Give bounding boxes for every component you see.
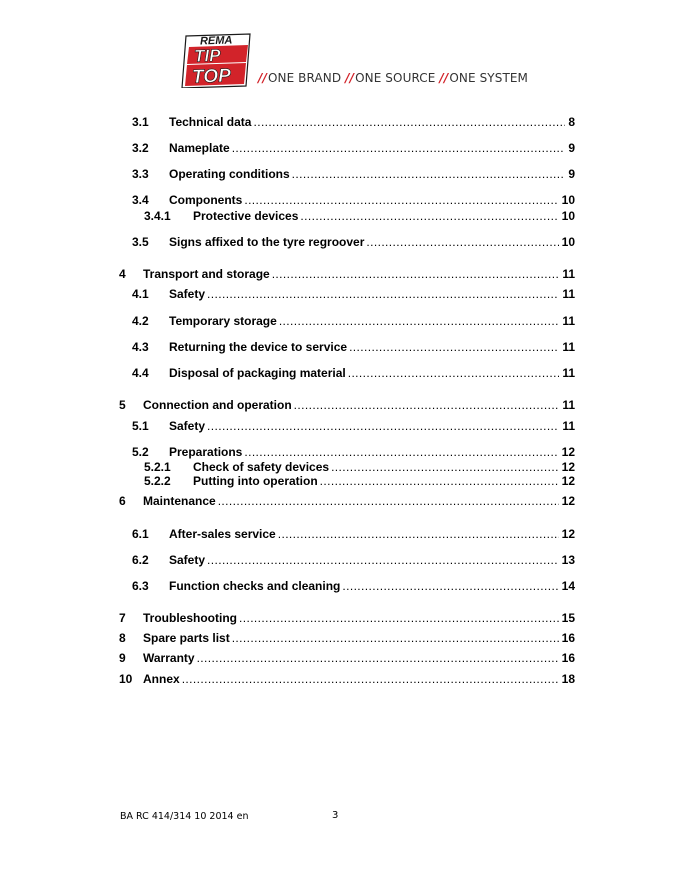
toc-entry-page: 12 (561, 474, 575, 488)
tagline-one-system: ONE SYSTEM (449, 71, 529, 85)
toc-entry-page: 12 (561, 445, 575, 459)
toc-entry-title: Putting into operation (193, 474, 318, 488)
toc-dot-leader (197, 651, 559, 665)
toc-entry-number: 5.2 (132, 445, 149, 459)
toc-entry[interactable] (144, 460, 575, 474)
tagline-one-brand: ONE BRAND (267, 71, 342, 85)
toc-entry-title: Function checks and cleaning (169, 579, 341, 593)
toc-entry[interactable] (132, 419, 575, 433)
logo-text-tip: TIP (193, 45, 221, 66)
toc-dot-leader (207, 287, 559, 301)
toc-entry-title: Operating conditions (169, 167, 290, 181)
toc-entry-number: 6.3 (132, 579, 149, 593)
toc-entry-title: Signs affixed to the tyre regroover (169, 235, 365, 249)
toc-dot-leader (232, 141, 566, 155)
toc-entry-title: After-sales service (169, 527, 276, 541)
toc-dot-leader (279, 314, 560, 328)
toc-entry[interactable] (144, 209, 575, 223)
toc-entry[interactable] (132, 445, 575, 459)
toc-dot-leader (207, 553, 559, 567)
toc-entry[interactable] (132, 527, 575, 541)
toc-entry-title: Protective devices (193, 209, 299, 223)
toc-entry-page: 11 (562, 398, 575, 412)
toc-dot-leader (348, 366, 560, 380)
toc-entry-page: 11 (562, 419, 575, 433)
toc-entry-number: 4.1 (132, 287, 149, 301)
tagline-separator: // (345, 71, 355, 85)
toc-entry[interactable] (119, 672, 575, 686)
toc-entry-page: 13 (561, 553, 575, 567)
toc-entry-number: 8 (119, 631, 126, 645)
toc-entry[interactable] (132, 193, 575, 207)
toc-dot-leader (253, 115, 565, 129)
toc-entry-page: 11 (562, 314, 575, 328)
toc-entry-number: 3.5 (132, 235, 149, 249)
toc-entry[interactable] (132, 167, 575, 181)
toc-entry-number: 4 (119, 267, 126, 281)
toc-entry[interactable] (132, 553, 575, 567)
toc-entry-number: 10 (119, 672, 133, 686)
toc-entry-page: 16 (561, 631, 575, 645)
toc-entry-page: 14 (561, 579, 575, 593)
toc-entry-number: 5.2.2 (144, 474, 171, 488)
toc-entry-page: 10 (561, 235, 575, 249)
toc-dot-leader (300, 209, 558, 223)
toc-entry-page: 9 (568, 141, 575, 155)
toc-dot-leader (278, 527, 559, 541)
toc-entry[interactable] (119, 651, 575, 665)
toc-dot-leader (366, 235, 558, 249)
toc-entry-page: 11 (562, 267, 575, 281)
toc-entry-number: 6 (119, 494, 126, 508)
toc-entry-title: Disposal of packaging material (169, 366, 346, 380)
toc-entry-title: Transport and storage (143, 267, 270, 281)
toc-dot-leader (349, 340, 559, 354)
toc-entry-number: 4.3 (132, 340, 149, 354)
toc-entry-number: 3.3 (132, 167, 149, 181)
toc-dot-leader (292, 167, 566, 181)
toc-entry-number: 5.1 (132, 419, 149, 433)
toc-entry[interactable] (132, 340, 575, 354)
toc-entry-page: 12 (561, 494, 575, 508)
toc-entry-title: Nameplate (169, 141, 230, 155)
toc-entry[interactable] (119, 631, 575, 645)
toc-entry-page: 11 (562, 287, 575, 301)
document-id: BA RC 414/314 10 2014 en (120, 811, 249, 822)
toc-entry-number: 3.4.1 (144, 209, 171, 223)
toc-entry[interactable] (132, 579, 575, 593)
toc-entry[interactable] (132, 314, 575, 328)
page-number: 3 (332, 810, 339, 821)
toc-dot-leader (218, 494, 559, 508)
tagline-separator: // (258, 71, 267, 85)
toc-entry-title: Temporary storage (169, 314, 277, 328)
toc-entry-page: 18 (561, 672, 575, 686)
toc-entry[interactable] (119, 398, 575, 412)
tagline-one-source: ONE SOURCE (355, 71, 436, 85)
toc-entry-title: Check of safety devices (193, 460, 330, 474)
toc-entry-number: 6.1 (132, 527, 149, 541)
toc-entry[interactable] (144, 474, 575, 488)
toc-entry-title: Warranty (143, 651, 195, 665)
toc-entry[interactable] (132, 366, 575, 380)
toc-entry-page: 9 (568, 167, 575, 181)
toc-entry-title: Returning the device to service (169, 340, 348, 354)
toc-dot-leader (244, 193, 558, 207)
toc-dot-leader (244, 445, 558, 459)
toc-entry-title: Safety (169, 553, 206, 567)
toc-dot-leader (294, 398, 560, 412)
toc-entry-number: 3.4 (132, 193, 149, 207)
tagline-separator: // (439, 71, 449, 85)
toc-entry-page: 11 (562, 340, 575, 354)
toc-dot-leader (207, 419, 559, 433)
toc-dot-leader (342, 579, 558, 593)
toc-entry[interactable] (132, 141, 575, 155)
toc-dot-leader (239, 611, 559, 625)
toc-entry-title: Technical data (169, 115, 252, 129)
toc-entry-page: 11 (562, 366, 575, 380)
toc-dot-leader (182, 672, 559, 686)
toc-entry[interactable] (119, 611, 575, 625)
toc-entry-title: Safety (169, 419, 206, 433)
toc-entry[interactable] (132, 287, 575, 301)
toc-entry-page: 12 (561, 460, 575, 474)
toc-entry-title: Annex (143, 672, 180, 686)
toc-entry-title: Troubleshooting (143, 611, 237, 625)
toc-entry-page: 8 (568, 115, 575, 129)
toc-dot-leader (320, 474, 559, 488)
toc-entry-title: Maintenance (143, 494, 216, 508)
toc-entry-number: 3.2 (132, 141, 149, 155)
toc-entry-number: 6.2 (132, 553, 149, 567)
toc-dot-leader (232, 631, 559, 645)
toc-entry-page: 10 (561, 193, 575, 207)
toc-entry-title: Components (169, 193, 243, 207)
toc-entry[interactable] (132, 115, 575, 129)
toc-entry-page: 16 (561, 651, 575, 665)
toc-entry-page: 15 (561, 611, 575, 625)
toc-entry-number: 4.2 (132, 314, 149, 328)
toc-dot-leader (272, 267, 560, 281)
toc-entry-number: 7 (119, 611, 126, 625)
toc-entry[interactable] (119, 267, 575, 281)
toc-dot-leader (331, 460, 559, 474)
toc-entry-title: Spare parts list (143, 631, 230, 645)
toc-entry[interactable] (119, 494, 575, 508)
logo-text-top: TOP (191, 65, 232, 88)
toc-entry-page: 12 (561, 527, 575, 541)
toc-entry-number: 5.2.1 (144, 460, 171, 474)
toc-entry-title: Safety (169, 287, 206, 301)
toc-entry[interactable] (132, 235, 575, 249)
toc-entry-title: Connection and operation (143, 398, 292, 412)
toc-entry-title: Preparations (169, 445, 243, 459)
toc-entry-number: 9 (119, 651, 126, 665)
logo-text-rema: REMA (199, 34, 233, 48)
toc-entry-number: 5 (119, 398, 126, 412)
toc-entry-page: 10 (561, 209, 575, 223)
toc-entry-number: 4.4 (132, 366, 149, 380)
toc-entry-number: 3.1 (132, 115, 149, 129)
